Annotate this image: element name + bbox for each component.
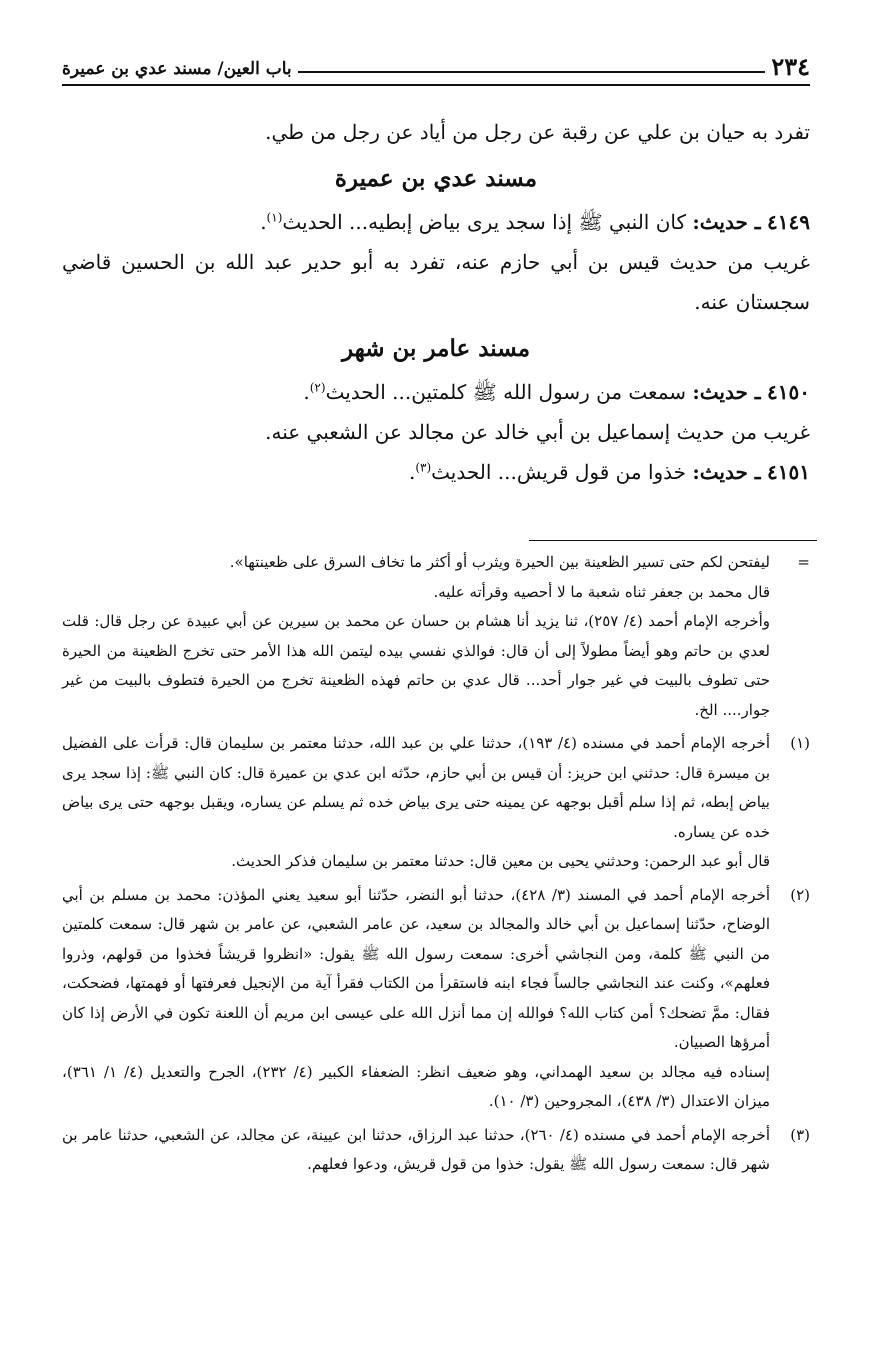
- hadith-entry-4150: [62, 372, 810, 412]
- entry-number: ٤١٥١: [767, 460, 810, 484]
- footnote-text: أخرجه الإمام أحمد في مسنده (٤/ ٢٦٠)، حدثنا عبد الرزاق، حدثنا ابن عيينة، عن مجالد، عن الشعبي، حدثنا عامر بن شهر قال: سمعت رسول الله ﷺ يقول: خذوا من قول قريش، ودعوا فعلهم.: [62, 1125, 770, 1173]
- entry-end: .: [408, 460, 416, 484]
- entry-label: ـ حديث:: [692, 210, 761, 234]
- footnote-text: إسناده فيه مجالد بن سعيد الهمداني، وهو ضعيف انظر: الضعفاء الكبير (٤/ ٢٣٢)، الجرح والتعديل (٤/ ١/ ٣٦١)، ميزان الاعتدال (٣/ ٤٣٨)، المجروحين (٣/ ١٠).: [62, 1062, 770, 1110]
- footnote-separator: [529, 540, 817, 541]
- footnote-mark: (٢): [790, 885, 810, 904]
- footnote-text: قال أبو عبد الرحمن: وحدثني يحيى بن معين قال: حدثنا معتمر بن سليمان فذكر الحديث.: [231, 852, 770, 870]
- footnote-text: أخرجه الإمام أحمد في المسند (٣/ ٤٢٨)، حدثنا أبو النضر، حدّثنا أبو سعيد يعني المؤذن: محمد بن مسلم بن أبي الوضاح، حدّثنا إسماعيل بن أبي خالد والمجالد بن سعيد، عن عامر الشعبي، عن عامر بن شهر قال: سمعت كلمتين من النبي ﷺ كلمة، ومن النجاشي أخرى: سمعت رسول الله ﷺ يقول: «انظروا قريشاً فخذوا من قولهم، وذروا فعلهم»، وكنت عند النجاشي جالساً فجاء ابنه فاستقرأ من الكتاب فقرأ آية من الإنجيل فعرفتها أو فهمتها، فضحكت، فقال: ممَّ تضحك؟ أمن كتاب الله؟ فوالله إن مما أنزل الله على عيسى ابن مريم أن اللعنة تكون في الأرض إذا كان أمرؤها الصبيان.: [62, 885, 771, 1051]
- page-number: ٢٣٤: [771, 52, 810, 81]
- footnote-mark: (١): [790, 734, 810, 752]
- footnote-text: ليفتحن لكم حتى تسير الظعينة بين الحيرة ويثرب أو أكثر ما تخاف السرق على ظعينتها».: [229, 553, 770, 571]
- hadith-entry-4151: [62, 452, 810, 492]
- footnote-continuation: [62, 548, 810, 725]
- entry-label: ـ حديث:: [692, 460, 761, 484]
- entry-number: ٤١٥٠: [767, 380, 810, 404]
- comment-paragraph-2: غريب من حديث إسماعيل بن أبي خالد عن مجالد عن الشعبي عنه.: [265, 420, 810, 444]
- intro-paragraph: تفرد به حيان بن علي عن رقبة عن رجل من أياد عن رجل من طي.: [265, 120, 810, 144]
- footnote-text: قال محمد بن جعفر ثناه شعبة ما لا أحصيه وقرأته عليه.: [433, 582, 770, 601]
- footnote-2: [62, 881, 810, 1117]
- entry-text: كان النبي ﷺ إذا سجد يرى بياض إبطيه... الحديث: [282, 210, 687, 234]
- footnote-ref-2[interactable]: (٢): [309, 380, 326, 395]
- footnote-ref-3[interactable]: (٣): [415, 460, 432, 475]
- footnote-mark: =: [797, 553, 810, 571]
- comment-paragraph-1: غريب من حديث قيس بن أبي حازم عنه، تفرد به أبو حدير عبد الله بن الحسين قاضي سجستان عنه.: [62, 250, 810, 314]
- footnote-ref-1[interactable]: (١): [266, 210, 283, 225]
- footnote-text: وأخرجه الإمام أحمد (٤/ ٢٥٧)، ثنا يزيد أنا هشام بن حسان عن محمد بن سيرين عن أبي عبيدة عن رجل قال: قلت لعدي بن حاتم وهو أيضاً مطولاً إلى أن قال: فوالذي نفسي بيده ليتمن الله هذا الأمر حتى تخرج الظعينة من الحيرة حتى تطوف بالبيت في غير جوار أحد... قال عدي بن حاتم فهذه الظعينة تخرج من الحيرة فتطوف بالبيت من غير جوار.... الخ.: [62, 612, 770, 719]
- running-header: [62, 46, 810, 80]
- footnote-mark: (٣): [790, 1125, 810, 1144]
- header-dash: [298, 71, 766, 73]
- footnote-3: [62, 1121, 810, 1180]
- footnote-text: أخرجه الإمام أحمد في مسنده (٤/ ١٩٣)، حدثنا علي بن عبد الله، حدثنا معتمر بن سليمان قال: قرأت على الفضيل بن ميسرة قال: حدثني ابن حريز: أن قيس بن أبي حازم، حدّثه ابن عدي بن عميرة قال: كان النبي ﷺ: إذا سجد يرى بياض إبطه، ثم إذا سلم أقبل بوجهه عن يمينه حتى يرى بياض خده ثم يسلم عن يساره، ويقبل بوجهه حتى يرى بياض خده عن يساره.: [62, 734, 770, 841]
- running-title: باب العين/ مسند عدي بن عميرة: [62, 59, 292, 79]
- footnotes: [62, 548, 810, 1180]
- main-text: [62, 112, 810, 492]
- header-rule: [62, 84, 810, 86]
- hadith-entry-4149: [62, 202, 810, 242]
- footnote-1: [62, 729, 810, 877]
- entry-label: ـ حديث:: [692, 380, 761, 404]
- entry-text: سمعت من رسول الله ﷺ كلمتين... الحديث: [325, 380, 687, 404]
- entry-end: .: [303, 380, 310, 404]
- entry-text: خذوا من قول قريش... الحديث: [431, 460, 687, 484]
- section-heading-amir: مسند عامر بن شهر: [341, 335, 531, 362]
- entry-number: ٤١٤٩: [767, 210, 810, 234]
- entry-end: .: [260, 210, 267, 234]
- section-heading-adi: مسند عدي بن عميرة: [334, 165, 538, 192]
